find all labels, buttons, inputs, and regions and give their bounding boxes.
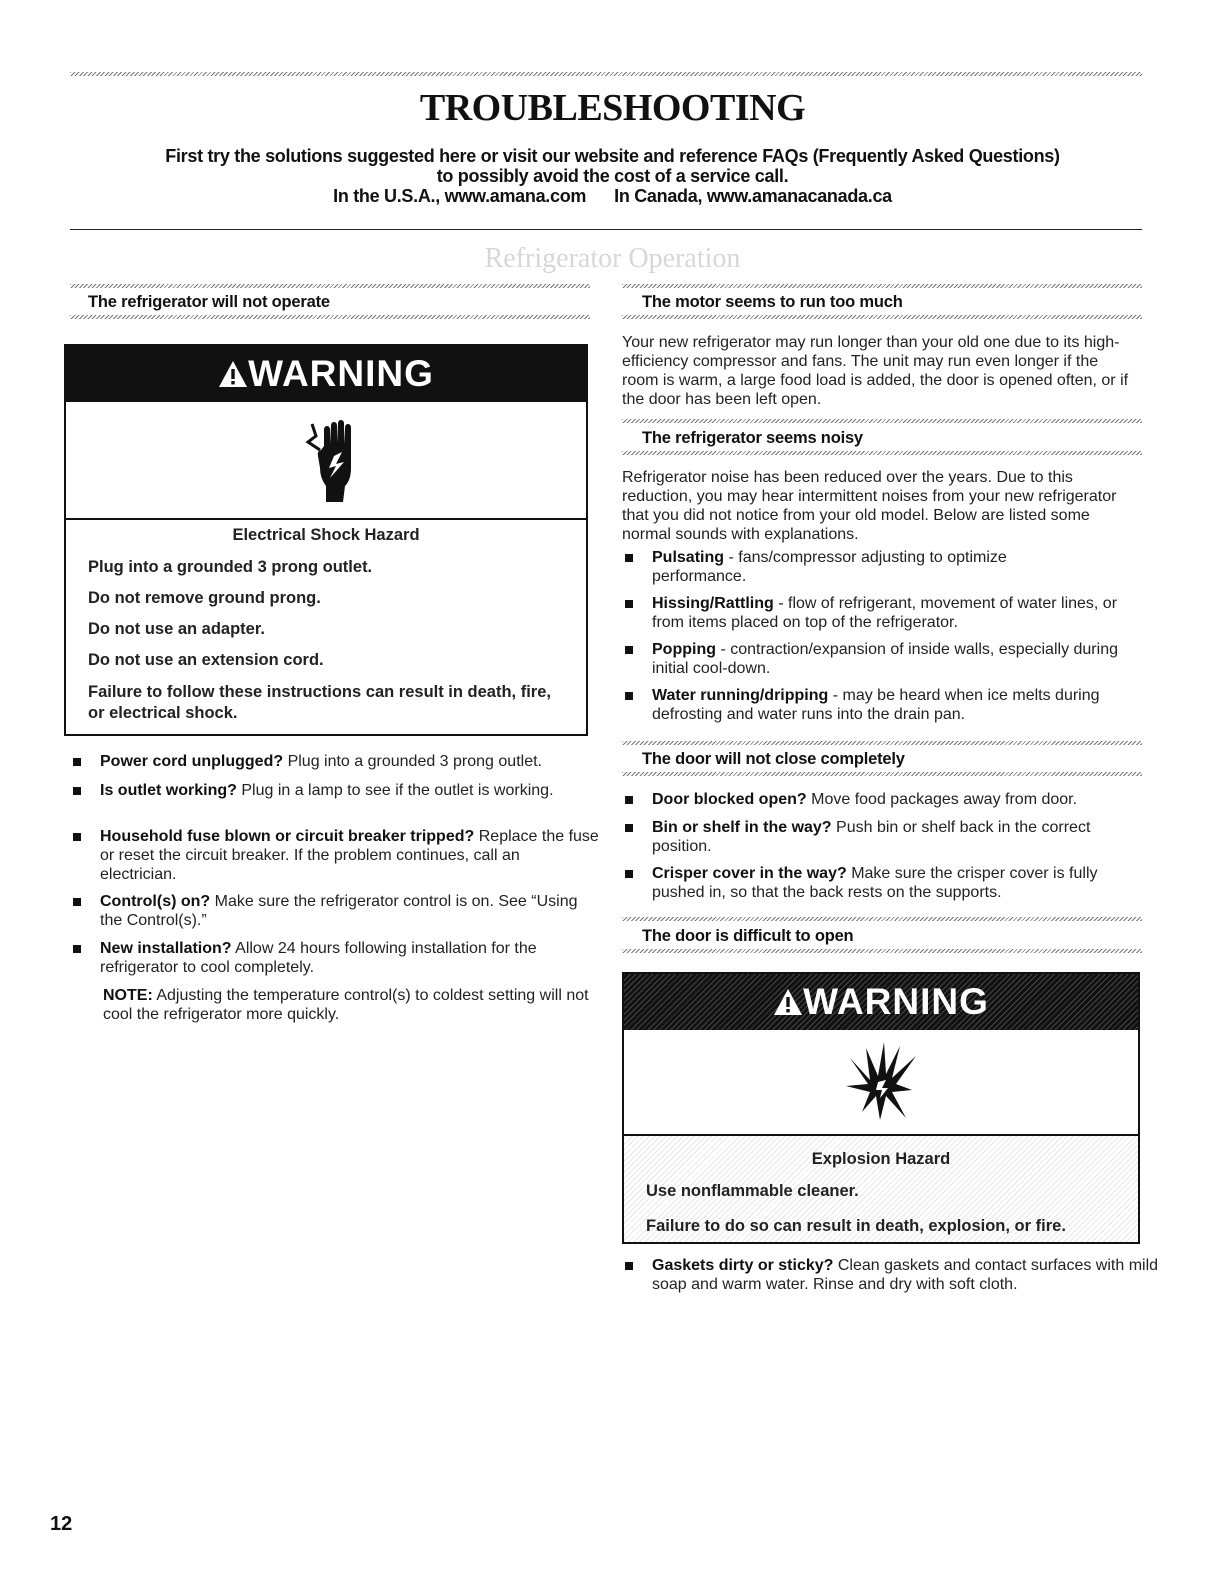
note-text: Adjusting the temperature control(s) to coldest setting will not cool the refrigerator more quickly. (103, 987, 589, 1023)
item-text: - flow of refrigerant, movement of water lines, or from items placed on top of the refrigerator. (652, 595, 1118, 631)
list-item (70, 827, 600, 884)
item-text: Push bin or shelf back in the correct position. (652, 819, 1091, 855)
motor-heading-top-rule (622, 284, 1142, 288)
warning-triangle-icon (218, 348, 248, 404)
warning-triangle-icon (773, 976, 803, 1032)
list-item (622, 640, 1152, 678)
section-title: Refrigerator Operation (484, 243, 741, 274)
warning-line: Failure to do so can result in death, explosion, or fire. (646, 1217, 1066, 1235)
item-text: Make sure the refrigerator control is on. See “Using the Control(s).” (100, 893, 578, 929)
item-text: Plug in a lamp to see if the outlet is working. (241, 782, 554, 799)
note (103, 986, 593, 1024)
list-item (622, 686, 1152, 724)
item-text: Clean gaskets and contact surfaces with mild soap and warm water. Rinse and dry with soft cloth. (652, 1257, 1159, 1293)
top-hatch-rule (70, 72, 1142, 76)
item-term: Bin or shelf in the way? (652, 819, 832, 836)
explosion-warning-box (622, 972, 1140, 1244)
shock-icon-area (66, 402, 586, 520)
warning-label: WARNING (248, 353, 434, 394)
item-term: Gaskets dirty or sticky? (652, 1257, 834, 1274)
hazard-title: Electrical Shock Hazard (232, 526, 420, 544)
item-text: Make sure the crisper cover is fully pushed in, so that the back rests on the supports. (652, 865, 1098, 901)
motor-heading-bottom-rule (622, 315, 1142, 319)
door-open-heading-bottom-rule (622, 949, 1142, 953)
list-item (622, 1256, 1172, 1294)
list-item (70, 939, 600, 977)
motor-heading: The motor seems to run too much (642, 293, 903, 311)
warning-line: Failure to follow these instructions can result in death, fire, or electrical shock. (88, 683, 551, 722)
item-term: Water running/dripping (652, 687, 829, 704)
item-term: New installation? (100, 940, 232, 957)
warning-line: Do not use an adapter. (88, 620, 265, 638)
item-term: Hissing/Rattling (652, 595, 774, 612)
noisy-text: Refrigerator noise has been reduced over the years. Due to this reduction, you may hear intermittent noises from your new refrigerator that you did not notice from your old model. Below are listed some normal sounds with explanations. (622, 469, 1117, 543)
item-term: Door blocked open? (652, 791, 807, 808)
warning-line: Do not use an extension cord. (88, 651, 324, 669)
electrical-warning-box (64, 344, 588, 736)
left-heading-bottom-rule (70, 315, 590, 319)
item-term: Household fuse blown or circuit breaker tripped? (100, 828, 475, 845)
canada-website-link[interactable]: In Canada, www.amanacanada.ca (614, 186, 892, 206)
left-heading-top-rule (70, 284, 590, 288)
item-term: Pulsating (652, 549, 725, 566)
warning-label: WARNING (803, 981, 989, 1022)
explosion-warning-text (624, 1136, 1138, 1236)
explosion-icon (840, 1040, 924, 1124)
hazard-title: Explosion Hazard (811, 1150, 951, 1168)
item-term: Control(s) on? (100, 893, 211, 910)
item-text: Allow 24 hours following installation for the refrigerator to cool completely. (100, 940, 537, 976)
list-item (622, 818, 1152, 856)
item-term: Popping (652, 641, 716, 658)
list-item (70, 781, 600, 800)
us-website-link[interactable]: In the U.S.A., www.amana.com (333, 186, 587, 206)
door-close-heading: The door will not close completely (642, 750, 905, 768)
item-text: - fans/compressor adjusting to optimize performance. (652, 549, 1007, 585)
header-divider (70, 229, 1142, 230)
door-open-heading: The door is difficult to open (642, 927, 854, 945)
item-term: Power cord unplugged? (100, 753, 284, 770)
door-close-heading-top-rule (622, 741, 1142, 745)
list-item (622, 864, 1152, 902)
item-text: - may be heard when ice melts during defrosting and water runs into the drain pan. (652, 687, 1100, 723)
list-item (622, 790, 1172, 809)
intro-line-3 (0, 186, 1225, 207)
warning-line: Do not remove ground prong. (88, 589, 321, 607)
page-title: TROUBLESHOOTING (419, 87, 806, 129)
noisy-heading-bottom-rule (622, 451, 1142, 455)
item-text: Move food packages away from door. (811, 791, 1078, 808)
door-close-heading-bottom-rule (622, 772, 1142, 776)
noisy-heading-top-rule (622, 419, 1142, 423)
page-number: 12 (50, 1513, 73, 1535)
warning-line: Use nonflammable cleaner. (646, 1182, 859, 1200)
item-term: Crisper cover in the way? (652, 865, 847, 882)
note-label: NOTE: (103, 987, 153, 1004)
item-term: Is outlet working? (100, 782, 237, 799)
warning-line: Plug into a grounded 3 prong outlet. (88, 558, 373, 576)
item-text: Plug into a grounded 3 prong outlet. (287, 753, 542, 770)
item-text: - contraction/expansion of inside walls, especially during initial cool-down. (652, 641, 1118, 677)
noisy-heading: The refrigerator seems noisy (642, 429, 863, 447)
left-heading: The refrigerator will not operate (88, 293, 330, 311)
list-item (622, 594, 1152, 632)
door-open-heading-top-rule (622, 917, 1142, 921)
list-item (70, 752, 630, 771)
electrical-warning-text (66, 520, 586, 724)
intro-line-2: to possibly avoid the cost of a service call. (436, 166, 789, 186)
electrical-shock-hand-icon (298, 416, 374, 512)
list-item (622, 548, 1102, 586)
warning-bar (66, 346, 586, 402)
explosion-icon-area (624, 1030, 1138, 1136)
warning-bar (624, 974, 1138, 1030)
intro-line-1: First try the solutions suggested here or visit our website and reference FAQs (Frequently Asked Questions) (165, 146, 1060, 166)
motor-text: Your new refrigerator may run longer than your old one due to its high-efficiency compressor and fans. The unit may run even longer if the room is warm, a large food load is added, the door is opened often, or if the door has been left open. (622, 334, 1129, 408)
item-text: Replace the fuse or reset the circuit breaker. If the problem continues, call an electrician. (100, 828, 599, 883)
list-item (70, 892, 600, 930)
